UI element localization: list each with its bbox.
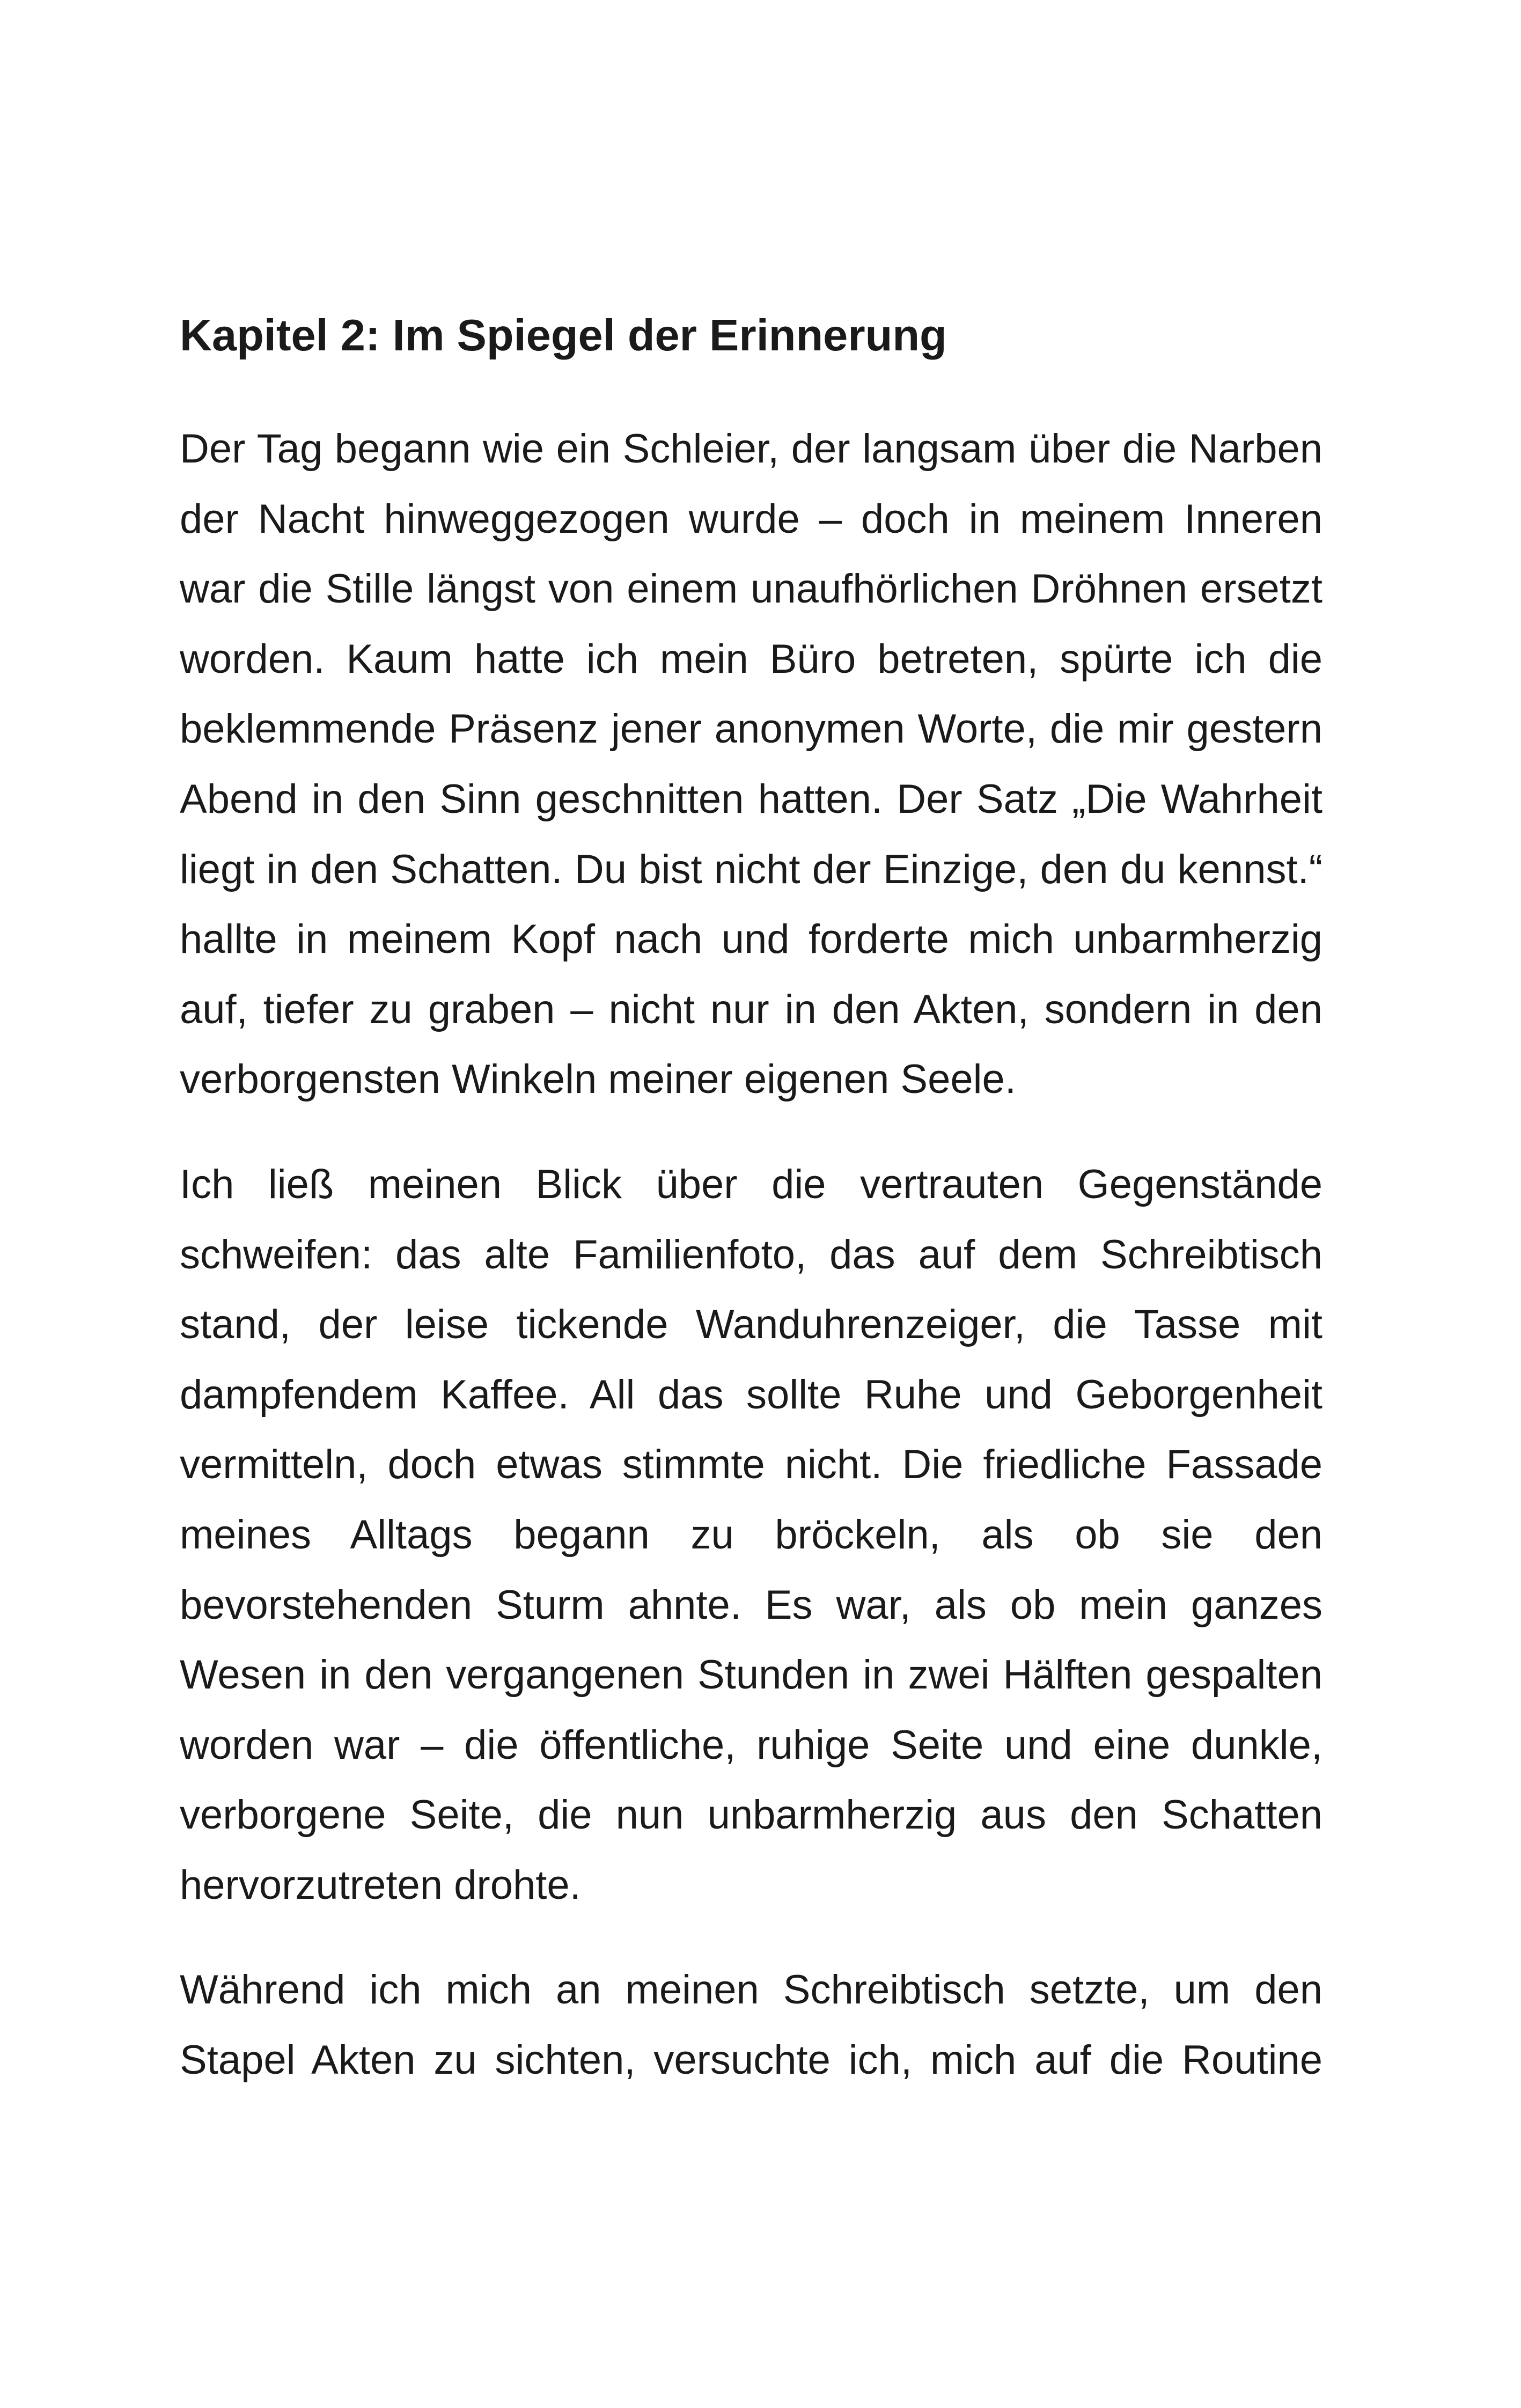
- paragraph-3: Während ich mich an meinen Schreibtisch setzte, um den Stapel Akten zu sichten, versuchte ich, mich auf die Routine: [180, 1967, 1322, 2083]
- paragraph-1: Der Tag begann wie ein Schleier, der langsam über die Narben der Nacht hinweggezogen wurde – doch in meinem Inneren war die Stille längst von einem unaufhörlichen Dröhnen ersetzt worden. Kaum hatte ich mein Büro betreten, spürte ich die beklemmende Präsenz jener anonymen Worte, die mir gestern Abend in den Sinn geschnitten hatten. Der Satz „Die Wahrheit liegt in den Schatten. Du bist nicht der Einzige, den du kennst.“ hallte in meinem Kopf nach und forderte mich unbarmherzig auf, tiefer zu graben – nicht nur in den Akten, sondern in den verborgensten Winkeln meiner eigenen Seele.: [180, 426, 1322, 1103]
- chapter-title: Kapitel 2: Im Spiegel der Erinnerung: [180, 310, 947, 360]
- book-page: [180, 300, 1322, 2096]
- chapter-body: [180, 414, 1322, 2096]
- paragraph-2: Ich ließ meinen Blick über die vertrauten Gegenstände schweifen: das alte Familienfoto, das auf dem Schreibtisch stand, der leise tickende Wanduhrenzeiger, die Tasse mit dampfendem Kaffee. All das sollte Ruhe und Geborgenheit vermitteln, doch etwas stimmte nicht. Die friedliche Fassade meines Alltags begann zu bröckeln, als ob sie den bevorstehenden Sturm ahnte. Es war, als ob mein ganzes Wesen in den vergangenen Stunden in zwei Hälften gespalten worden war – die öffentliche, ruhige Seite und eine dunkle, verborgene Seite, die nun unbarmherzig aus den Schatten hervorzutreten drohte.: [180, 1161, 1322, 1908]
